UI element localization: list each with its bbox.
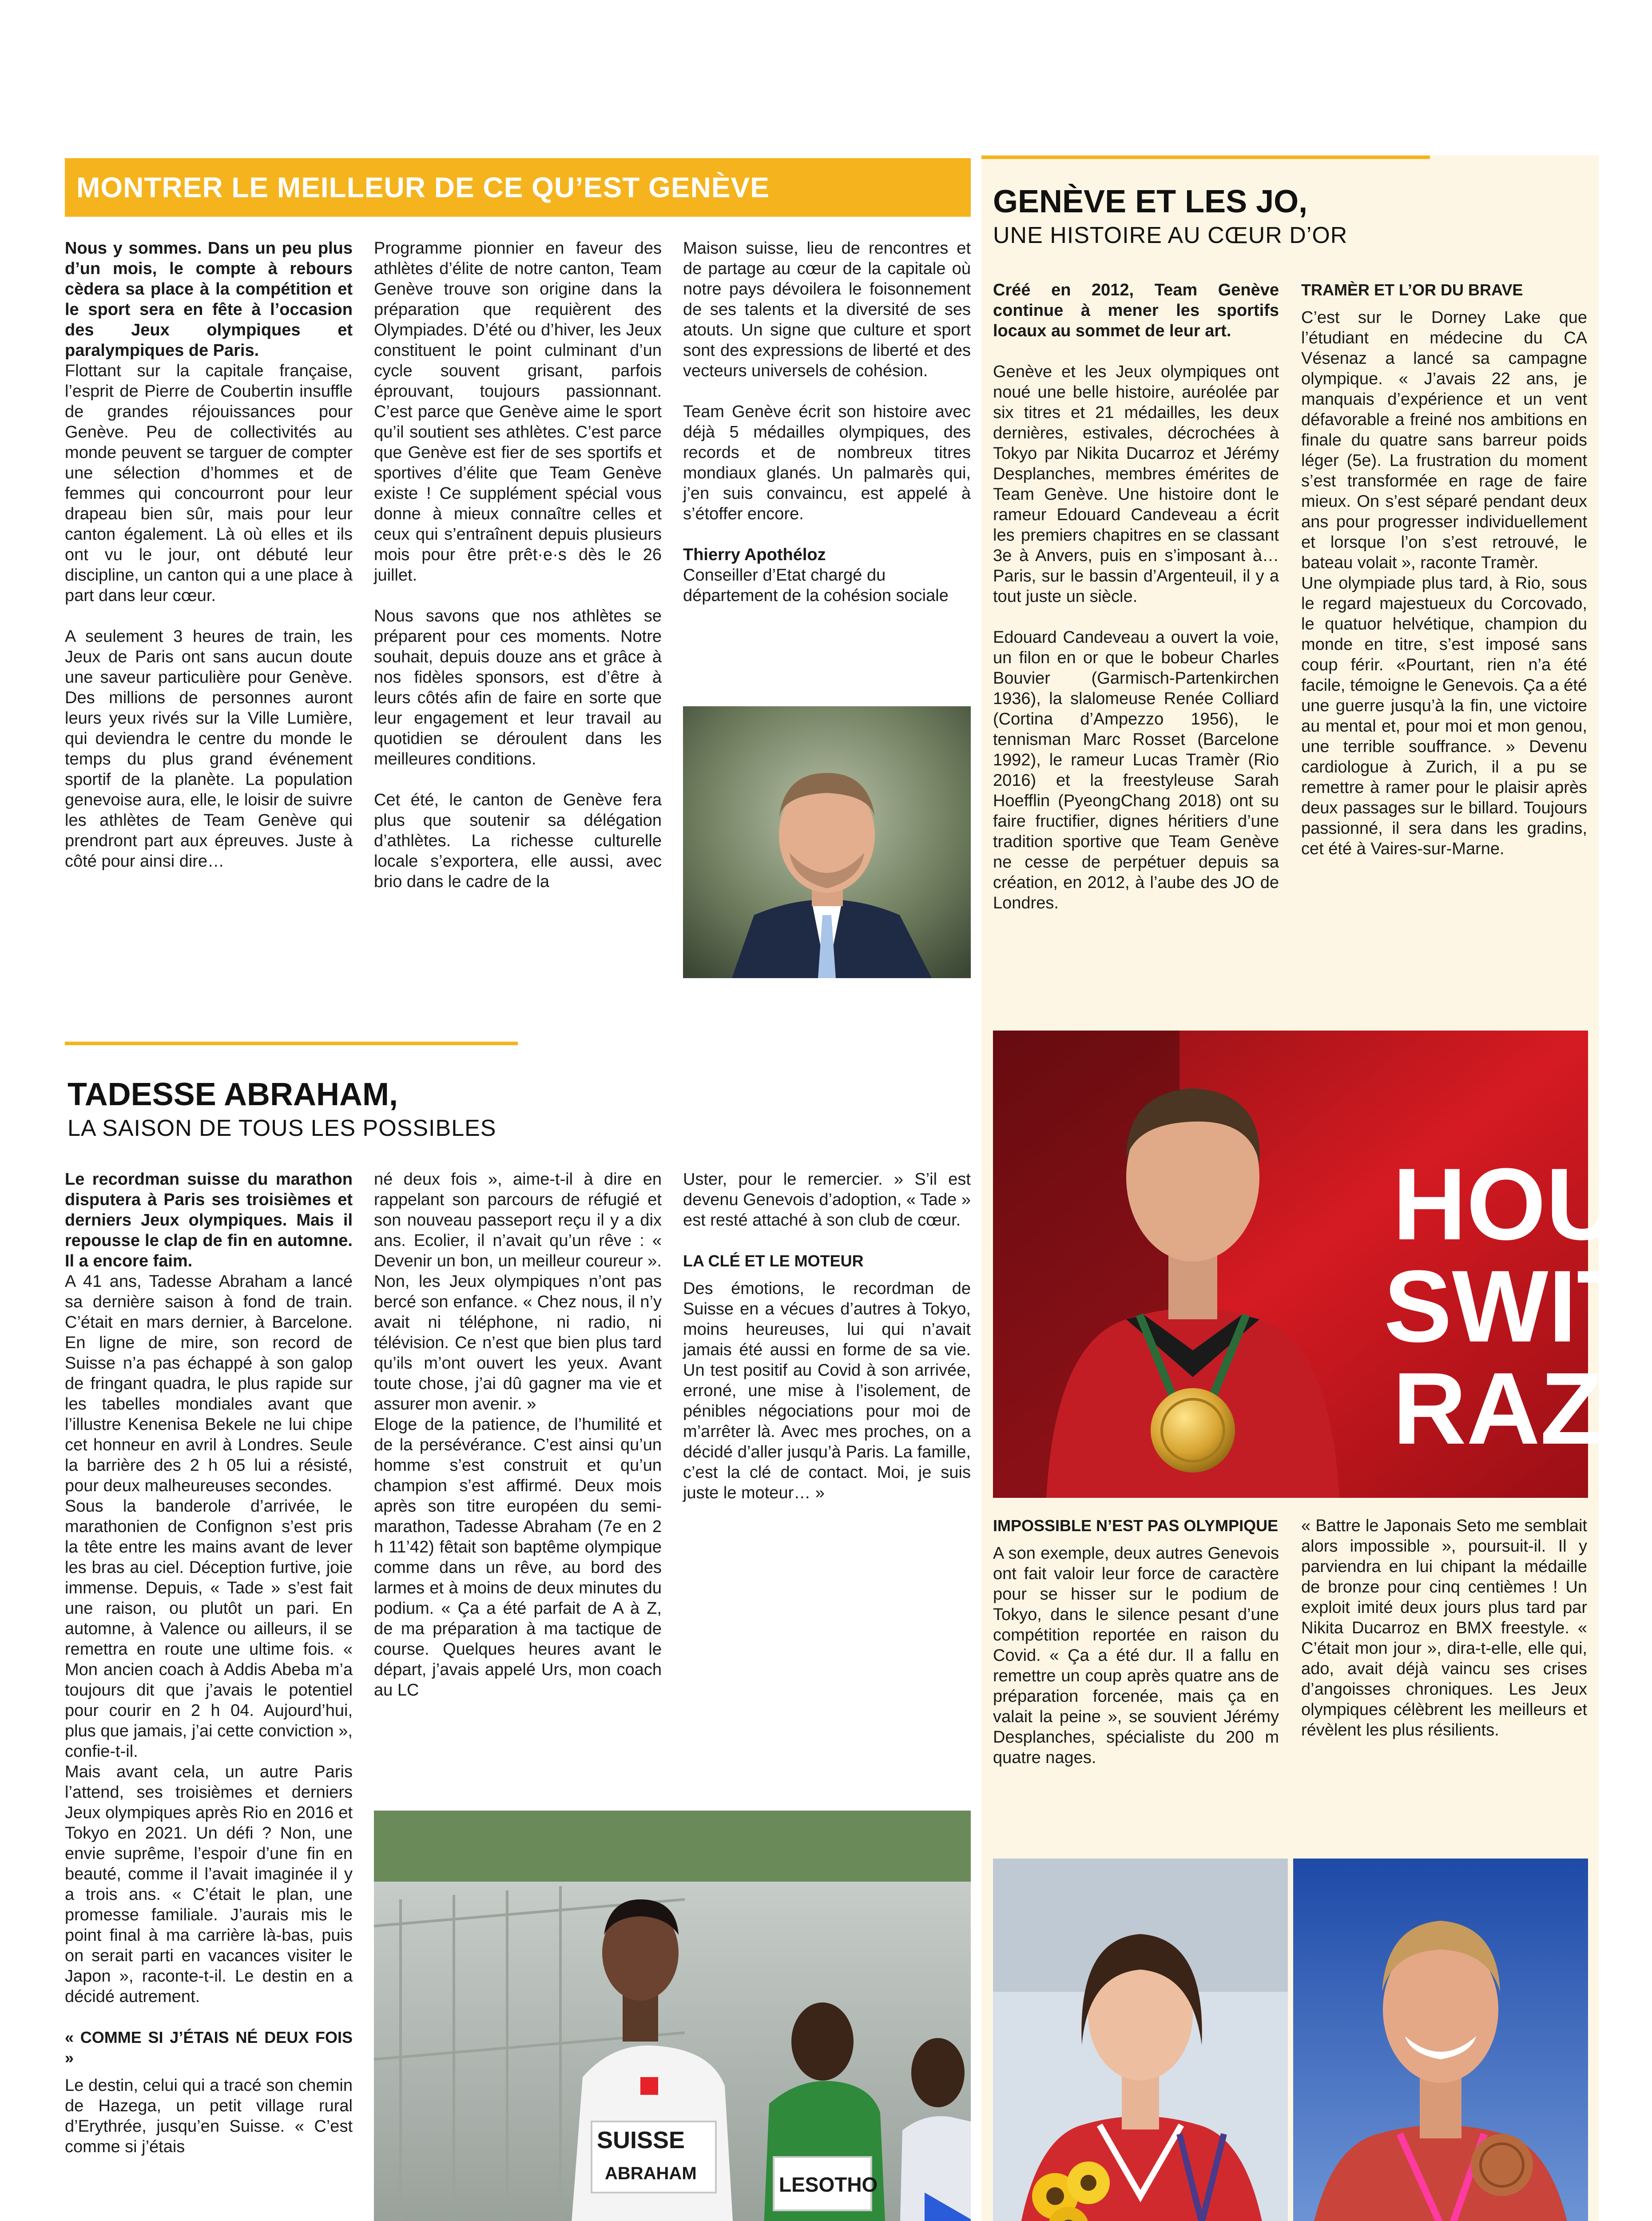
photo-sign-text-3: RAZ [1393,1351,1603,1465]
section2-accent-rule [981,155,1430,159]
section3-col1-paragraph-3: Mais avant cela, un autre Paris l’attend, ses troisièmes et derniers Jeux olympiques après Rio en 2016 et Tokyo en 2021. Un défi ? Non, une envie suprême, l’espoir d’une fin en beauté, comme il l’avait imaginée il y a trois ans. « C’était le plan, une promesse familiale. J’aurais mis le point final à ma carrière là-bas, puis on serait parti en vacances visiter le Japon », raconte-t-il. Le destin en a décidé autrement. [65,1763,353,2006]
section3-lead: Le recordman suisse du marathon disputera à Paris ses troisièmes et derniers Jeux olympiques. Mais il repousse le clap de fin en automne. Il a encore faim. [65,1170,353,1270]
section1-col2-paragraph-2: Nous savons que nos athlètes se préparent pour ces moments. Notre souhait, depuis douze ans et grâce à nos fidèles sponsors, est d’être à leurs côtés afin de faire en sorte que leur engagement et leur travail au quotidien se déroulent dans les meilleures conditions. [374,607,662,768]
section2-title: GENÈVE ET LES JO, [993,184,1308,219]
section2-col1-paragraph-1: Genève et les Jeux olympiques ont noué une belle histoire, auréolée par six titres et 21 médailles, les deux dernières, estivales, décrochées à Tokyo par Nikita Ducarroz et Jérémy Desplanches, membres émérites de Team Genève. Une histoire dont le rameur Edouard Candeveau a écrit les premiers chapitres en se classant 3e à Anvers, puis en s’imposant à… Paris, sur le bassin d’Argenteuil, il y a tout juste un siècle. [993,362,1279,606]
bib-suisse: SUISSE [597,2127,685,2153]
section1-title: MONTRER LE MEILLEUR DE CE QU’EST GENÈVE [76,171,770,203]
section3-col1-paragraph-2: Sous la banderole d’arrivée, le marathonien de Confignon s’est pris la tête entre les mains avant de lever les bras au ciel. Déception furtive, joie immense. Depuis, « Tade » s’est fait une raison, ou plutôt un pari. En automne, à Valence ou ailleurs, il se remettra en route une ultime fois. « Mon ancien coach à Addis Abeba m’a toujours dit que j’avais le potentiel pour courir en 2 h 04. Aujourd’hui, plus que jamais, j’ai cette conviction », confie-t-il. [65,1497,353,1761]
section3-col3-paragraph-2: Des émotions, le recordman de Suisse en a vécues d’autres à Tokyo, moins heureuses, lui qui n’avait jamais été aussi en forme de sa vie. Un test positif au Covid à son arrivée, erroné, une mise à l’isolement, de pénibles négociations pour moi de m’arrêter là. Avec mes proches, on a décidé d’aller jusqu’à Paris. La famille, c’est la clé de contact. Moi, je suis juste le moteur… » [683,1279,971,1502]
section3-col1-heading: « COMME SI J’ÉTAIS NÉ DEUX FOIS » [65,2028,353,2067]
ducarroz-photo [993,1859,1288,2221]
signature-role: Conseiller d’Etat chargé du département de la cohésion sociale [683,566,949,605]
section3-col3-heading: LA CLÉ ET LE MOTEUR [683,1252,864,1270]
section2-column-2 [1301,280,1587,859]
marathon-photo [374,1811,971,2221]
photo-sign-text-1: HOU [1393,1147,1620,1261]
tramer-photo [993,1031,1639,1498]
section3-col2-paragraph-1: né deux fois », aime-t-il à dire en rappelant son parcours de réfugié et son nouveau passeport reçu il y a dix ans. Ecolier, il n’avait qu’un rêve : « Devenir un bon, un meilleur coureur ». Non, les Jeux olympiques n’ont pas bercé son enfance. « Chez nous, il n’y avait ni téléphone, ni radio, ni télévision. Ce n’est que bien plus tard qu’ils m’ont ouvert les yeux. Avant toute chose, j’ai dû gagner ma vie et assurer mon avenir. » [374,1170,662,1413]
section1-column-3 [683,238,971,606]
section3-col2-paragraph-2: Eloge de la patience, de l’humilité et de la persévérance. C’est ainsi qu’un homme s’est construit et qu’un champion s’est affirmé. Deux mois après son titre européen du semi-marathon, Tadesse Abraham (7e en 2 h 11’42) fêtait son baptême olympique comme dans un rêve, au bord des larmes et à moins de deux minutes du podium. « Ça a été parfait de A à Z, de ma préparation à ma tactique de course. Quelques heures avant le départ, j’avais appelé Urs, mon coach au LC [374,1415,662,1700]
section1-lead: Nous y sommes. Dans un peu plus d’un mois, le compte à rebours cèdera sa place à la compétition et le sport sera en fête à l’occasion des Jeux olympiques et paralympiques de Paris. [65,239,353,360]
section3-column-2 [374,1169,662,1700]
section1-col1-paragraph-1: Flottant sur la capitale française, l’esprit de Pierre de Coubertin insuffle de grandes réjouissances pour Genève. Peu de collectivités au monde peuvent se targuer de compter une sélection d’hommes et de femmes qui concourront pour leur drapeau bien sûr, mais pour leur canton également. Là où elles et ils ont vu le jour, ont débuté leur discipline, un canton qui a une place à part dans leur cœur. [65,362,353,605]
section1-col3-paragraph-2: Team Genève écrit son histoire avec déjà 5 médailles olympiques, des records et de nombreux titres mondiaux glanés. Un palmarès qui, j’en suis convaincu, est appelé à s’étoffer encore. [683,402,971,523]
section2-column-1 [993,280,1279,913]
section3-column-1 [65,1169,353,2157]
section2-col1-paragraph-2: Edouard Candeveau a ouvert la voie, un filon en or que le bobeur Charles Bouvier (Garmisch-Partenkirchen 1936), la slalomeuse Renée Colliard (Cortina d’Ampezzo 1956), le tennisman Marc Rosset (Barcelone 1992), le rameur Lucas Tramèr (Rio 2016) et la freestyleuse Sarah Hoefflin (PyeongChang 2018) ont su faire fructifier, dignes héritiers d’une tradition sportive que Team Genève ne cesse de perpétuer depuis sa création, en 2012, à l’aube des JO de Londres. [993,628,1279,912]
section3-subtitle: LA SAISON DE TOUS LES POSSIBLES [68,1115,496,1141]
section3-col1-paragraph-1: A 41 ans, Tadesse Abraham a lancé sa dernière saison à fond de train. C’était en mars dernier, à Barcelone. En ligne de mire, son record de Suisse n’a pas échappé à son galop de fringant quadra, le plus rapide sur les tabelles mondiales avant que l’illustre Kenenisa Bekele ne lui chipe cet honneur en avril à Londres. Seule la barrière des 2 h 05 lui a résisté, pour deux malheureuses secondes. [65,1272,353,1495]
section2-column-4 [1301,1516,1587,1740]
section2-col2-paragraph-1: C’est sur le Dorney Lake que l’étudiant en médecine du CA Vésenaz a lancé sa campagne olympique. « J’avais 22 ans, je manquais d’expérience et un vent défavorable a freiné nos ambitions en finale du quatre sans barreur poids léger (5e). La frustration du moment s’est transformée en rage de faire mieux. On s’est séparé pendant deux ans pour progresser individuellement et lorsque l’on s’est retrouvé, le bateau volait », raconte Tramèr. [1301,308,1587,572]
section1-col2-paragraph-3: Cet été, le canton de Genève fera plus que soutenir sa délégation d’athlètes. La richesse culturelle locale s’exportera, elle aussi, avec brio dans le cadre de la [374,791,662,891]
section1-title-banner [65,158,971,217]
section3-title: TADESSE ABRAHAM, [68,1077,398,1112]
section2-col3-heading: IMPOSSIBLE N’EST PAS OLYMPIQUE [993,1516,1279,1535]
section3-col3-paragraph-1: Uster, pour le remercier. » S’il est devenu Genevois d’adoption, « Tade » est resté attaché à son club de cœur. [683,1170,971,1230]
section2-column-3 [993,1516,1279,1768]
section3-col1-paragraph-4: Le destin, celui qui a tracé son chemin de Hazega, un petit village rural d’Erythrée, jusqu’en Suisse. « C’est comme si j’étais [65,2076,353,2156]
section2-col2-paragraph-2: Une olympiade plus tard, à Rio, sous le regard majestueux du Corcovado, le quatuor helvétique, champion du monde en titre, s’est imposé sans coup férir. «Pourtant, rien n’a été facile, témoigne le Genevois. Ça a été une guerre jusqu’à la fin, une victoire au mental et, pour moi et mon genou, une terrible souffrance. » Devenu cardiologue à Zurich, il a pu se remettre à ramer pour le plaisir après deux passages sur le billard. Toujours passionné, il sera dans les gradins, cet été à Vaires-sur-Marne. [1301,574,1587,858]
section1-column-1 [65,238,353,892]
section1-column-2 [374,238,662,892]
signature-name: Thierry Apothéloz [683,545,826,564]
section3-accent-rule [65,1042,518,1045]
section1-col1-paragraph-2: A seulement 3 heures de train, les Jeux de Paris ont sans aucun doute une saveur particulière pour Genève. Des millions de personnes auront leurs yeux rivés sur la Ville Lumière, qui deviendra le centre du monde le temps du plus grand événement sportif de la planète. La population genevoise aura, elle, le loisir de suivre les athlètes de Team Genève qui prendront part aux épreuves. Juste à côté pour ainsi dire… [65,627,353,871]
bib-lesotho: LESOTHO [779,2173,878,2196]
section2-col2-heading: TRAMÈR ET L’OR DU BRAVE [1301,281,1523,299]
section3-column-3 [683,1169,971,1503]
portrait-photo [683,706,971,978]
section1-col2-paragraph-1: Programme pionnier en faveur des athlètes d’élite de notre canton, Team Genève trouve son origine dans la préparation que requièrent des Olympiades. D’été ou d’hiver, les Jeux constituent le point culminant d’un cycle souvent grisant, parfois éprouvant, toujours passionnant. C’est parce que Genève aime le sport qu’il soutient ses athlètes. C’est parce que Genève est fier de ses sportifs et sportives d’élite que Team Genève existe ! Ce supplément spécial vous donne à mieux connaître celles et ceux qui s’entraînent depuis plusieurs mois pour être prêt·e·s dès le 26 juillet. [374,239,662,585]
section2-lead: Créé en 2012, Team Genève continue à mener les sportifs locaux au sommet de leur art. [993,281,1279,340]
section1-col3-paragraph-1: Maison suisse, lieu de rencontres et de partage au cœur de la capitale où notre pays dévoilera le foisonnement de ses talents et la diversité de ses atouts. Un signe que culture et sport sont des expressions de liberté et des vecteurs universels de cohésion. [683,239,971,380]
section2-col4-paragraph-1: « Battre le Japonais Seto me semblait alors impossible », poursuit-il. Il y parviendra en lui chipant la médaille de bronze pour cinq centièmes ! Un exploit imité deux jours plus tard par Nikita Ducarroz en BMX freestyle. « C’était mon jour », dira-t-elle, elle qui, ado, avait déjà vaincu ses crises d’angoisses chroniques. Les Jeux olympiques célèbrent les meilleurs et révèlent les plus résilients. [1301,1516,1587,1739]
section2-col3-paragraph-1: A son exemple, deux autres Genevois ont fait valoir leur force de caractère pour se hisser sur le podium de Tokyo, dans le silence pesant d’une compétition reportée en raison du Covid. « Ça a été dur. Il a fallu en remettre un coup après quatre ans de préparation forcenée, mais ça en valait la peine », se souvient Jérémy Desplanches, spécialiste du 200 m quatre nages. [993,1544,1279,1767]
desplanches-photo [1293,1859,1588,2221]
bib-suisse-name: ABRAHAM [605,2164,697,2183]
photo-sign-text-2: SWIT [1384,1249,1639,1363]
section2-subtitle: UNE HISTOIRE AU CŒUR D’OR [993,223,1348,248]
